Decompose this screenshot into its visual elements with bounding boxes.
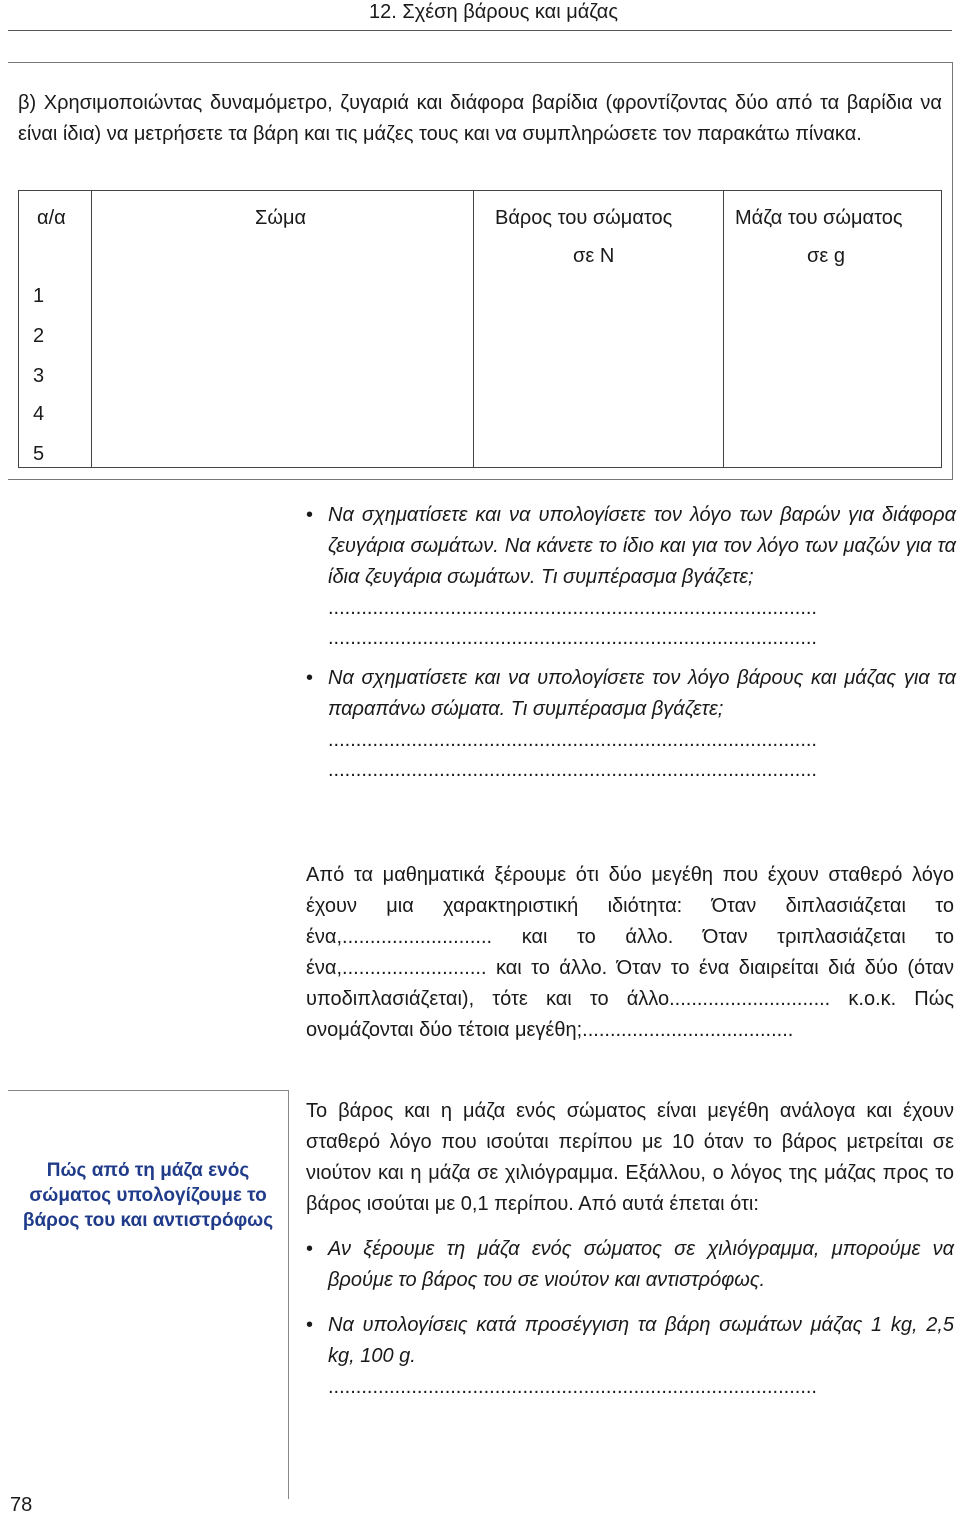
measurement-table — [18, 190, 942, 468]
row-number: 5 — [33, 443, 45, 465]
math-note-text: και το άλλο. Όταν το ένα διαιρείται διά δύο (όταν υποδιπλασιάζεται), τότε και το άλλο — [306, 957, 954, 1010]
table-divider — [91, 191, 92, 467]
exercise-text: Να υπολογίσεις κατά προσέγγιση τα βάρη σωμάτων μάζας 1 kg, 2,5 kg, 100 g. — [328, 1314, 954, 1367]
question-weight-mass — [306, 663, 956, 725]
math-note-text: Από τα μαθηματικά ξέρουμε ότι δύο μεγέθη που έχουν σταθερό λόγο έχουν μια χαρακτηριστική ιδιότητα: Όταν διπλασιάζεται το ένα, — [306, 864, 954, 948]
math-note-text: και το άλλο. Όταν τριπλασιάζεται το ένα, — [306, 926, 955, 979]
unit-weight: σε Ν — [573, 245, 615, 267]
fill-blank: ...................................... — [582, 1019, 794, 1041]
header-weight: Βάρος του σώματος — [495, 207, 673, 229]
fill-blank: ........................... — [342, 926, 493, 948]
page-number: 78 — [10, 1494, 33, 1516]
fill-blank: ............................. — [669, 988, 831, 1010]
answer-line: ........................................................................................ — [328, 1376, 817, 1398]
fill-blank: .......................... — [342, 957, 487, 979]
header-index: α/α — [37, 207, 66, 229]
conclusion-bullet — [306, 1234, 954, 1296]
math-note — [306, 860, 954, 1046]
question-text: Να σχηματίσετε και να υπολογίσετε τον λόγο των βαρών για διάφορα ζευγάρια σωμάτων. Να κάνετε το ίδιο και για τον λόγο των μαζών για τα ίδια ζευγάρια σωμάτων. Τι συμπέρασμα βγάζετε; — [328, 504, 956, 588]
row-number: 3 — [33, 365, 45, 387]
activity-b-text: β) Χρησιμοποιώντας δυναμόμετρο, ζυγαριά και διάφορα βαρίδια (φροντίζοντας δύο από τα βαρίδια να είναι ίδια) να μετρήσετε τα βάρη και τις μάζες τους και να συμπληρώσετε τον παρακάτω πίνακα. — [18, 92, 942, 145]
sidebar-title: Πώς από τη μάζα ενός σώματος υπολογίζουμε το βάρος του και αντιστρόφως — [22, 1160, 274, 1231]
answer-line: ........................................................................................ — [328, 759, 817, 781]
question-text: Να σχηματίσετε και να υπολογίσετε τον λόγο βάρους και μάζας για τα παραπάνω σώματα. Τι συμπέρασμα βγάζετε; — [328, 667, 956, 720]
chapter-title: 12. Σχέση βάρους και μάζας — [369, 1, 618, 23]
exercise-bullet — [306, 1310, 954, 1372]
sidebar-frame — [8, 1090, 289, 1499]
table-divider — [473, 191, 474, 467]
table-divider — [723, 191, 724, 467]
unit-mass: σε g — [807, 245, 845, 267]
row-number: 1 — [33, 285, 45, 307]
bullet-icon: • — [306, 667, 314, 689]
conclusion-text: Το βάρος και η μάζα ενός σώματος είναι μεγέθη ανάλογα και έχουν σταθερό λόγο που ισούται περίπου με 10 όταν το βάρος μετρείται σε νιούτον και η μάζα σε χιλιόγραμμα. Εξάλλου, ο λόγος της μάζας προς το βάρος ισούται με 0,1 περίπου. Από αυτά έπεται ότι: — [306, 1100, 954, 1215]
header-rule — [8, 30, 952, 31]
math-note-text: κ.ο.κ. Πώς ονομάζονται δύο τέτοια μεγέθη; — [306, 988, 955, 1041]
bullet-icon: • — [306, 1314, 314, 1336]
conclusion-block — [306, 1096, 954, 1402]
row-number: 4 — [33, 403, 45, 425]
header-mass: Μάζα του σώματος — [735, 207, 903, 229]
answer-line: ........................................................................................ — [328, 597, 817, 619]
conclusion-bullet-text: Αν ξέρουμε τη μάζα ενός σώματος σε χιλιόγραμμα, μπορούμε να βρούμε το βάρος του σε νιούτον και αντιστρόφως. — [328, 1238, 954, 1291]
bullet-icon: • — [306, 504, 314, 526]
answer-line: ........................................................................................ — [328, 627, 817, 649]
header-body: Σώμα — [255, 207, 307, 229]
row-number: 2 — [33, 325, 45, 347]
question-ratio-pairs — [306, 500, 956, 593]
answer-line: ........................................................................................ — [328, 729, 817, 751]
question-block — [306, 500, 956, 785]
bullet-icon: • — [306, 1238, 314, 1260]
